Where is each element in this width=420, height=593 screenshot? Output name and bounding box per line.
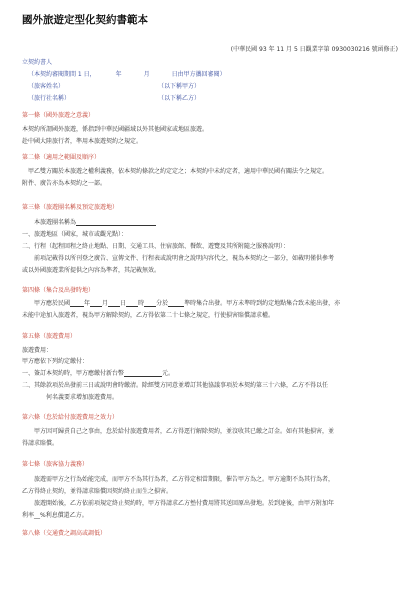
deposit-text: 一、簽訂本契約時，甲方應繳付新台幣 bbox=[22, 370, 125, 377]
traveler-name-label: （旅客姓名） bbox=[28, 83, 65, 90]
article-3-para-3: 前項記載得以所刊登之廣告、宣傳文件、行程表或說明會之說明內容代之，視為本契約之一部分，如載明僅供參考 bbox=[34, 255, 335, 262]
tour-name-line bbox=[34, 219, 156, 226]
hour-text: 時 bbox=[138, 300, 145, 307]
article-7-para-2: 乙方得終止契約，並得請求賠償因契約終止而生之損害。 bbox=[22, 488, 173, 495]
month-text: 月 bbox=[102, 300, 109, 307]
article-3-heading: 第三條（旅遊團名稱及預定旅遊地） bbox=[22, 204, 119, 211]
minute-text: 分於 bbox=[156, 300, 169, 307]
article-7-para-3: 旅遊開始後，乙方依前項規定終止契約時，甲方得請求乙方墊付費用將其送回原出發地。於到達後，由甲方附加年 bbox=[34, 500, 335, 507]
article-7-heading: 第七條（旅客協力義務） bbox=[22, 461, 89, 468]
hour-blank bbox=[126, 301, 138, 307]
article-3-item-2: 二、行程（起程回程之終止地點、日期、交通工具、住宿旅館、餐飲、遊覽及其所附隨之服務說明）： bbox=[22, 243, 290, 250]
year-text: 年 bbox=[84, 300, 91, 307]
year-blank bbox=[70, 301, 84, 307]
party-agency-line bbox=[28, 95, 200, 102]
day-text: 日 bbox=[120, 300, 127, 307]
article-5-item-2-cont: 何名義要求增加旅遊費用。 bbox=[46, 394, 119, 401]
article-4-heading: 第四條（集合及出發時地） bbox=[22, 287, 95, 294]
article-2-para-1: 甲乙雙方關於本旅遊之權利義務，依本契約條款之約定定之；本契約中未約定者，適用中華民國有關法令之規定。 bbox=[28, 168, 329, 175]
article-5-item-1 bbox=[22, 370, 174, 377]
tour-name-label: 本旅遊團名稱為 bbox=[34, 219, 77, 226]
review-year: 年 bbox=[115, 71, 122, 78]
deposit-unit: 元。 bbox=[162, 370, 175, 377]
revision-note: (中華民國 93 年 11 月 5 日觀業字第 0930030216 號函修正) bbox=[230, 46, 398, 53]
month-blank bbox=[90, 301, 102, 307]
article-7-para-1: 旅遊需甲方之行為始能完成，而甲方不為其行為者，乙方得定相當期限，催告甲方為之。甲方逾期不為其行為者， bbox=[34, 476, 335, 483]
review-day: 日由甲方攜回審閱） bbox=[171, 71, 226, 78]
deposit-amount-blank bbox=[124, 371, 162, 377]
document-title: 國外旅遊定型化契約書範本 bbox=[22, 14, 148, 26]
party-traveler-line bbox=[28, 83, 200, 90]
article-6-para-2: 得請求賠償。 bbox=[22, 440, 59, 447]
parties-review-line bbox=[28, 71, 226, 78]
party-a-label: （以下稱甲方） bbox=[158, 83, 201, 90]
location-blank bbox=[168, 301, 184, 307]
article-4-para-2: 未能中途加入旅遊者，視為甲方解除契約，乙方得依第二十七條之規定，行使損害賠償請求權。 bbox=[22, 312, 275, 319]
article-5-para-1: 甲方應依下列約定繳付： bbox=[22, 358, 89, 365]
article-7-para-4: 利率__%利息償還乙方。 bbox=[22, 512, 88, 519]
review-period-text: （本契約審閱期間 1 日， bbox=[28, 71, 96, 78]
article-1-heading: 第一條（國外旅遊之意義） bbox=[22, 112, 95, 119]
parties-heading: 立契約書人 bbox=[22, 59, 53, 66]
review-month: 月 bbox=[143, 71, 150, 78]
article-1-para-2: 赴中國大陸旅行者，準用本旅遊契約之規定。 bbox=[22, 138, 143, 145]
article-4-para-1 bbox=[34, 300, 340, 307]
departure-date-label: 甲方應於民國 bbox=[34, 300, 71, 307]
minute-blank bbox=[144, 301, 156, 307]
agency-name-label: （旅行社名稱） bbox=[28, 95, 71, 102]
article-6-heading: 第六條（怠於給付旅遊費用之效力） bbox=[22, 414, 119, 421]
article-3-para-4: 或以外國旅遊業所提供之內容為準者，其記載無效。 bbox=[22, 267, 161, 274]
article-8-heading: 第八條（交通費之調高或調低） bbox=[22, 530, 107, 537]
tour-name-blank bbox=[76, 220, 156, 226]
article-1-para-1: 本契約所謂國外旅遊，係指到中華民國疆域以外其他國家或地區旅遊。 bbox=[22, 126, 209, 133]
article-2-heading: 第二條（適用之範圍及順序） bbox=[22, 154, 101, 161]
article-2-para-2: 附件、廣告亦為本契約之一部。 bbox=[22, 180, 107, 187]
departure-rule-text: 準時集合出發。甲方未準時到約定地點集合致未能出發，亦 bbox=[184, 300, 341, 307]
article-5-fee-label: 旅遊費用： bbox=[22, 347, 53, 354]
party-b-label: （以下稱乙方） bbox=[158, 95, 201, 102]
article-5-item-2: 二、其餘款項於出發前三日或說明會時繳清。除經雙方同意並增訂其他協議事項於本契約第三十六條，乙方不得以任 bbox=[22, 382, 329, 389]
article-5-heading: 第五條（旅遊費用） bbox=[22, 333, 77, 340]
article-6-para-1: 甲方因可歸責自己之事由，怠於給付旅遊費用者，乙方得逕行解除契約，並沒收其已繳之訂金。如有其他損害，並 bbox=[34, 428, 335, 435]
article-3-item-1: 一、旅遊地區（國家，城市或觀光點）： bbox=[22, 231, 128, 238]
day-blank bbox=[108, 301, 120, 307]
